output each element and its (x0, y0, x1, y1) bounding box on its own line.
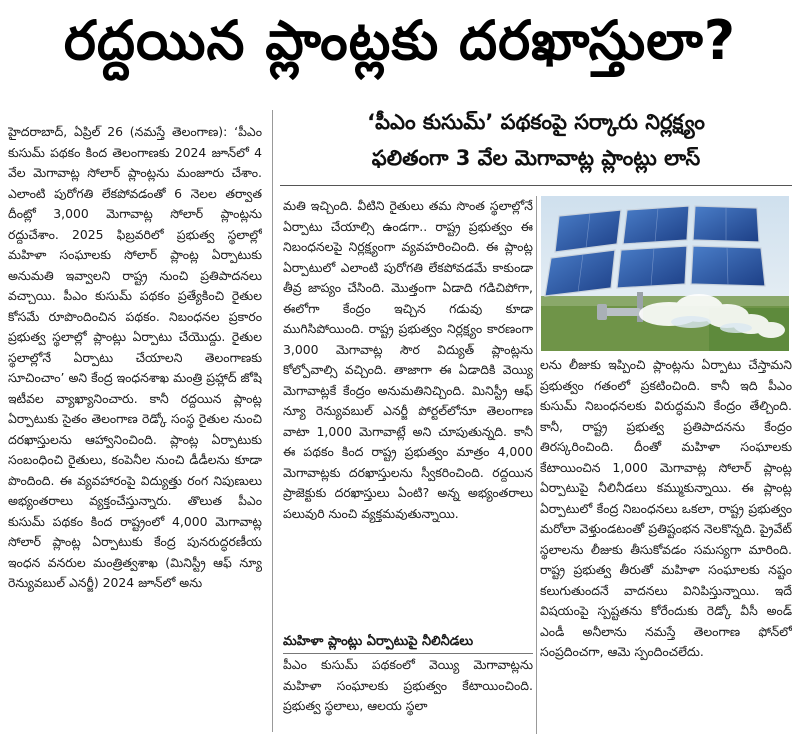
subheadline-line-2: ఫలితంగా 3 వేల మెగావాట్ల ప్లాంట్లు లాస్ (371, 146, 701, 170)
paragraph: మతి ఇచ్చింది. వీటిని రైతులు తమ సొంత స్థలాల్లోనే ఏర్పాటు చేయాల్సి ఉండగా.. రాష్ట్ర ప్రభుత్వం ఈ నిబంధనలపై నిర్లక్ష్యంగా వ్యవహరించింది. ఈ ప్లాంట్ల ఏర్పాటులో ఎలాంటి పురోగతి లేకపోవడమే కాకుండా తీవ్ర జాప్యం చేసింది. మొత్తంగా ఏడాది గడిచిపోగా, ఈలోగా కేంద్రం ఇచ్చిన గడువు కూడా ముగిసిపోయింది. రాష్ట్ర ప్రభుత్వం నిర్లక్ష్యం కారణంగా 3,000 మెగావాట్ల సౌర విద్యుత్ ప్లాంట్లను కోల్పోవాల్సి వచ్చింది. తాజాగా ఈ ఏడాదికి వెయ్యి మెగావాట్లకే కేంద్రం అనుమతినిచ్చింది. మినిస్ట్రీ ఆఫ్ న్యూ రెన్యువబుల్ ఎనర్జీ పోర్టల్‌లోనూ తెలంగాణ వాటా 1,000 మెగావాట్లే అని చూపుతున్నది. కానీ ఈ పథకం కింద రాష్ట్ర ప్రభుత్వం మాత్రం 4,000 మెగావాట్లకు దరఖాస్తులను స్వీకరించింది. రద్దయిన ప్రాజెక్టుకు దరఖాస్తులు ఏంటి? అన్న అభ్యంతరాలు పలువురి నుంచి వ్యక్తమవుతున్నాయి. (283, 198, 533, 521)
article-column-1 (8, 122, 262, 732)
column-divider (272, 110, 273, 732)
solar-panel-icon (541, 196, 789, 351)
article-column-3 (540, 355, 792, 735)
subheadline (280, 104, 792, 176)
section-heading: మహిళా ప్లాంట్లు ఏర్పాటుపై నీలినీడలు (283, 632, 533, 654)
article-column-2 (283, 196, 533, 630)
article-section-body (283, 655, 533, 735)
subheadline-line-1: ‘పీఎం కుసుమ్’ పథకంపై సర్కారు నిర్లక్ష్యం (367, 110, 705, 134)
paragraph: లను లీజుకు ఇప్పించి ప్లాంట్లను ఏర్పాటు చేస్తామని ప్రభుత్వం గతంలో ప్రకటించింది. కానీ ఇది పీఎం కుసుమ్ నిబంధనలకు విరుద్ధమని కేంద్రం తేల్చింది. కానీ, రాష్ట్ర ప్రభుత్వ ప్రతిపాదనను కేంద్రం తిరస్కరించింది. దీంతో మహిళా సంఘాలకు కేటాయించిన 1,000 మెగావాట్ల సోలార్ ప్లాంట్ల ఏర్పాటుపై నీలినీడలు కమ్ముకున్నాయి. ఈ ప్లాంట్ల ఏర్పాటులో కేంద్ర నిబంధనలు ఒకలా, రాష్ట్ర ప్రభుత్వం మరోలా వెళ్తుండటంతో ప్రతిష్టంభన నెలకొన్నది. ప్రైవేట్ స్థలాలను లీజుకు తీసుకోవడం సమస్యగా మారింది. రాష్ట్ర ప్రభుత్వ తీరుతో మహిళా సంఘాలకు నష్టం కలుగుతుందనే వాదనలు వినిపిస్తున్నాయి. ఇదే విషయంపై స్పష్టతను కోరేందుకు రెడ్కో వీసీ అండ్ ఎండీ అనీలాను నమస్తే తెలంగాణ ఫోన్‌లో సంప్రదించగా, ఆమె స్పందించలేదు. (540, 357, 792, 659)
solar-panel-pump-photo (541, 196, 789, 351)
subheadline-rule (280, 185, 792, 186)
headline: రద్దయిన ప్లాంట్లకు దరఖాస్తులా? (63, 9, 737, 72)
column-divider (536, 196, 537, 734)
paragraph: పీఎం కుసుమ్ పథకంలో వెయ్యి మెగావాట్లను మహిళా సంఘాలకు ప్రభుత్వం కేటాయించింది. ప్రభుత్వ స్థలాలు, ఆలయ స్థలా (283, 657, 533, 713)
paragraph: హైదరాబాద్, ఏప్రిల్ 26 (నమస్తే తెలంగాణ): ‘పీఎం కుసుమ్ పథకం కింద తెలంగాణకు 2024 జూన్‌లో 4 వేల మెగావాట్ల సోలార్ ప్లాంట్లను మంజూరు చేశాం. ఎలాంటి పురోగతి లేకపోవడంతో 6 నెలల తర్వాత దీంట్లో 3,000 మెగావాట్ల సోలార్ ప్లాంట్లను రద్దుచేశాం. 2025 ఫిబ్రవరిలో ప్రభుత్వ స్థలాల్లో మహిళా సంఘాలకు సోలార్ ప్లాంట్ల ఏర్పాటుకు అనుమతి ఇవ్వాలని రాష్ట్ర నుంచి ప్రతిపాదనలు వచ్చాయి. పీఎం కుసుమ్ పథకం ప్రత్యేకించి రైతుల కోసమే రూపొందించిన పథకం. నిబంధనల ప్రకారం ప్రభుత్వ స్థలాల్లో ప్లాంట్లు ఏర్పాటు చేయొద్దు. రైతుల స్థలాల్లోనే ఏర్పాటు చేయాలని తెలంగాణకు సూచించాం’ అని కేంద్ర ఇంధనశాఖ మంత్రి ప్రహ్లాద్ జోషి ఇటీవల వ్యాఖ్యానించారు. కానీ రద్దయిన ప్లాంట్ల ఏర్పాటుకు సైతం తెలంగాణ రెడ్కో సంస్థ రైతుల నుంచి దరఖాస్తులను ఆహ్వానించింది. ప్లాంట్ల ఏర్పాటుకు సంబంధించి రైతులు, కంపెనీల నుంచి డీడీలను కూడా పొందింది. ఈ వ్యవహారంపై విద్యుత్తు రంగ నిపుణులు అభ్యంతరాలు వ్యక్తంచేస్తున్నారు. తొలుత పీఎం కుసుమ్ పథకం కింద రాష్ట్రంలో 4,000 మెగావాట్ల సోలార్ ప్లాంట్ల ఏర్పాటుకు కేంద్ర పునరుద్ధరణీయ ఇంధన వనరుల మంత్రిత్వశాఖ (మినిస్ట్రీ ఆఫ్ న్యూ రెన్యువబుల్ ఎనర్జీ) 2024 జూన్‌లో అను (8, 124, 262, 590)
